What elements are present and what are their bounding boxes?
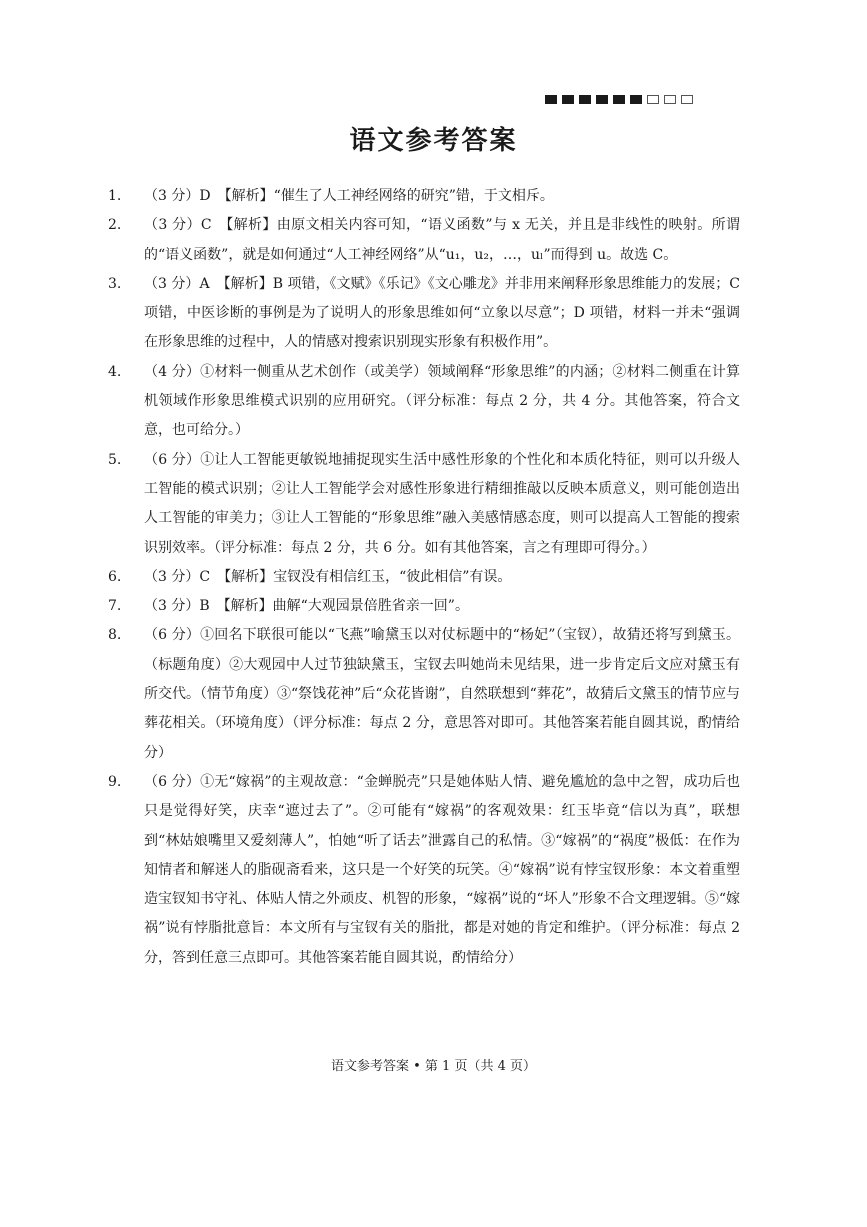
answer-text: （3 分）B 【解析】曲解“大观园景倍胜省亲一回”。 (144, 598, 469, 615)
progress-mark-filled (562, 95, 574, 104)
progress-mark-empty (681, 95, 693, 104)
answer-number: 4. (108, 363, 122, 380)
answer-text: （3 分）A 【解析】B 项错，《文赋》《乐记》《文心雕龙》并非用来阐释形象思维能力的发展；C 项错，中医诊断的事例是为了说明人的形象思维如何“立象以尽意”；D 项错，材料一并未“强调在形象思维的过程中，人的情感对搜索识别现实形象有积极作用”。 (144, 275, 740, 351)
answer-number: 9. (108, 773, 122, 790)
progress-mark-filled (579, 95, 591, 104)
page-footer: 语文参考答案 • 第 1 页（共 4 页） (330, 1059, 536, 1074)
progress-mark-empty (664, 95, 676, 104)
answer-text: （6 分）①无“嫁祸”的主观故意：“金蝉脱壳”只是她体贴人情、避免尴尬的急中之智，成功后也只是觉得好笑，庆幸“遮过去了”。②可能有“嫁祸”的客观效果：红玉毕竟“信以为真”，联想到“林姑娘嘴里又爱刻薄人”，怕她“听了话去”泄露自己的私情。③“嫁祸”的“祸度”极低：在作为知情者和解迷人的脂砚斋看来，这只是一个好笑的玩笑。④“嫁祸”说有悖宝钗形象：本文着重塑造宝钗知书守礼、体贴人情之外顽皮、机智的形象，“嫁祸”说的“坏人”形象不合文理逻辑。⑤“嫁祸”说有悖脂批意旨：本文所有与宝钗有关的脂批，都是对她的肯定和维护。（评分标准：每点 2 分，答到任意三点即可。其他答案若能自圆其说，酌情给分） (144, 773, 740, 966)
answer-number: 6. (108, 568, 122, 585)
progress-mark-filled (545, 95, 557, 104)
progress-mark-empty (647, 95, 659, 104)
answer-item (108, 621, 740, 767)
answer-item (108, 563, 740, 592)
progress-mark-filled (630, 95, 642, 104)
answer-item (108, 446, 740, 563)
answer-number: 1. (108, 188, 122, 204)
page-progress-marks (545, 95, 693, 104)
answer-item (108, 358, 740, 446)
answer-number: 3. (108, 275, 122, 292)
answer-number: 7. (108, 598, 122, 615)
answer-list (108, 182, 740, 973)
answer-item (108, 768, 740, 973)
answer-number: 8. (108, 627, 122, 644)
answer-text: （3 分）D 【解析】“催生了人工神经网络的研究”错，于文相斥。 (144, 188, 554, 204)
answer-item (108, 270, 740, 358)
answer-text: （6 分）①让人工智能更敏锐地捕捉现实生活中感性形象的个性化和本质化特征，则可以升级人工智能的模式识别；②让人工智能学会对感性形象进行精细推敲以反映本质意义，则可能创造出人工智能的审美力；③让人工智能的“形象思维”融入美感情感态度，则可以提高人工智能的搜索识别效率。（评分标准：每点 2 分，共 6 分。如有其他答案，言之有理即可得分。） (144, 451, 740, 556)
answer-number: 2. (108, 217, 122, 234)
answer-item (108, 592, 740, 621)
answer-text: （4 分）①材料一侧重从艺术创作（或美学）领域阐释“形象思维”的内涵；②材料二侧重在计算机领域作形象思维模式识别的应用研究。（评分标准：每点 2 分，共 4 分。其他答案，符合文意，也可给分。） (144, 363, 740, 439)
answer-text: （3 分）C 【解析】由原文相关内容可知，“语义函数”与 x 无关，并且是非线性的映射。所谓的“语义函数”，就是如何通过“人工神经网络”从“u₁，u₂，…，uₗ”而得到 u。故选 C。 (144, 217, 740, 263)
progress-mark-filled (613, 95, 625, 104)
page-title: 语文参考答案 (349, 126, 518, 156)
answer-item (108, 182, 740, 211)
answer-text: （6 分）①回名下联很可能以“飞燕”喻黛玉以对仗标题中的“杨妃”（宝钗），故猜还将写到黛玉。（标题角度）②大观园中人过节独缺黛玉，宝钗去叫她尚未见结果，进一步肯定后文应对黛玉有所交代。（情节角度）③“祭饯花神”后“众花皆谢”，自然联想到“葬花”，故猜后文黛玉的情节应与葬花相关。（环境角度）（评分标准：每点 2 分，意思答对即可。其他答案若能自圆其说，酌情给分） (144, 627, 740, 761)
answer-number: 5. (108, 451, 122, 468)
answer-text: （3 分）C 【解析】宝钗没有相信红玉，“彼此相信”有误。 (144, 568, 512, 585)
answer-item (108, 211, 740, 270)
progress-mark-filled (596, 95, 608, 104)
